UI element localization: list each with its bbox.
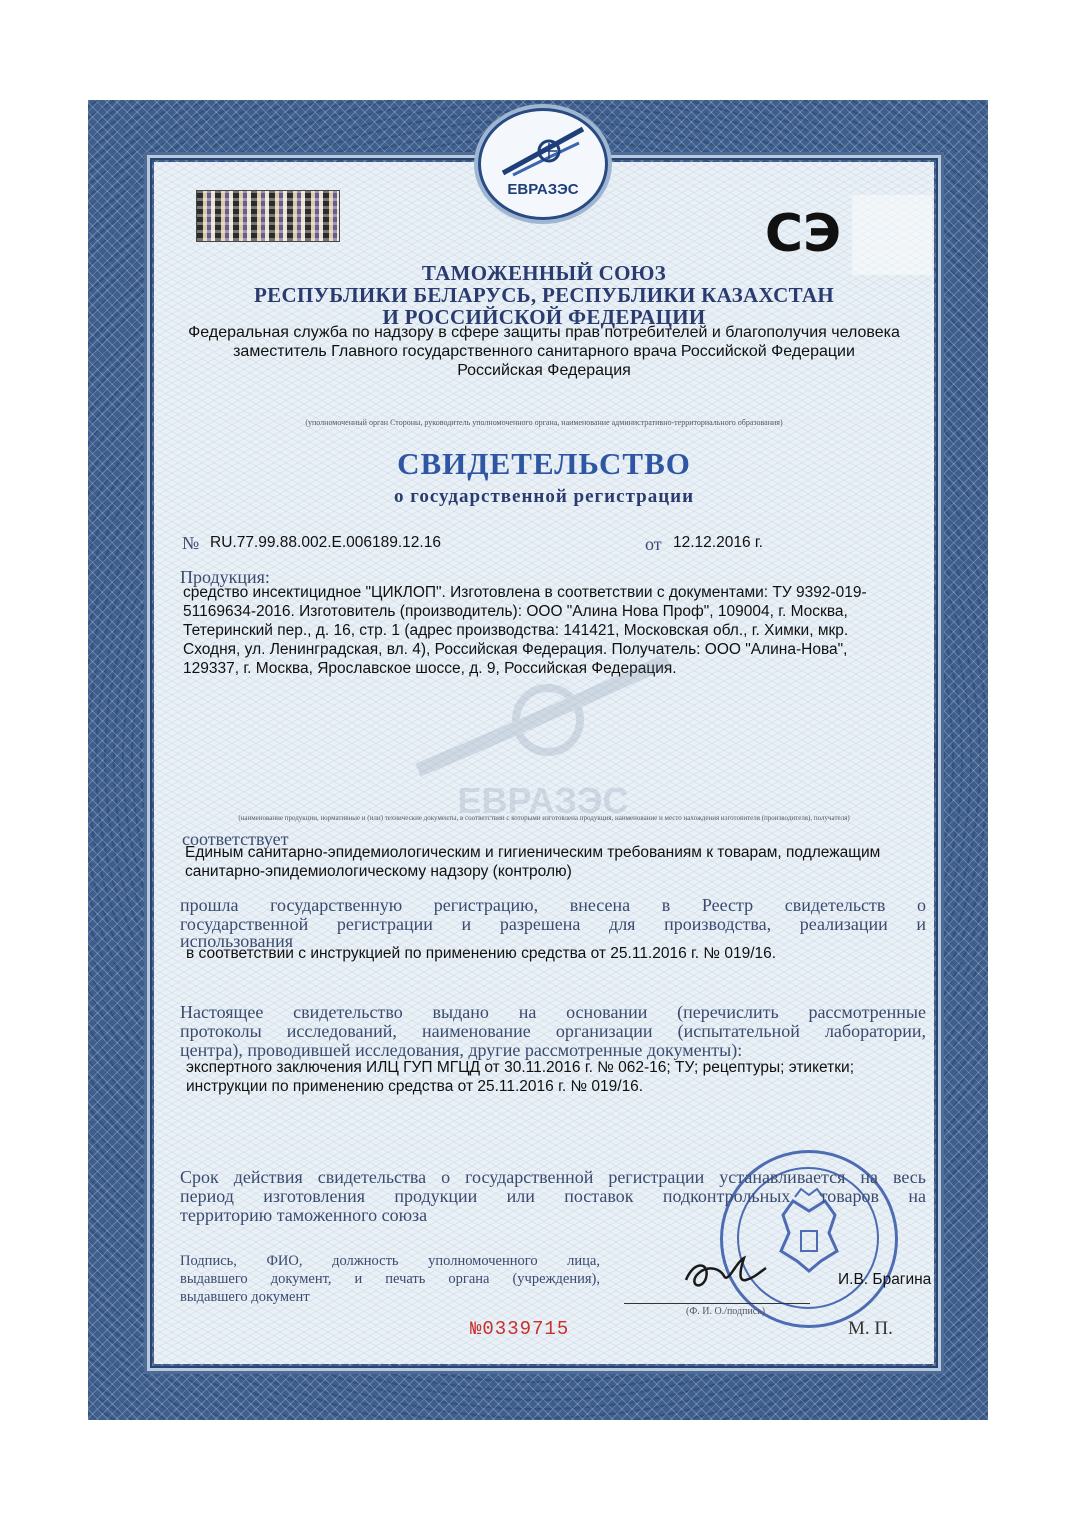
authority-caption: (уполномоченный орган Стороны, руководитель уполномоченного органа, наименование административно-территориального образования) — [305, 418, 783, 427]
registration-number: RU.77.99.88.002.E.006189.12.16 — [210, 534, 441, 551]
basis-line-3: центра), проводившей исследования, другие рассмотренные документы): — [180, 1040, 743, 1060]
document-title: СВИДЕТЕЛЬСТВО — [397, 446, 691, 481]
union-line-1: ТАМОЖЕННЫЙ СОЮЗ — [421, 261, 667, 285]
basis-line-2: протоколы исследований, наименование организации (испытательной лаборатории, — [180, 1021, 926, 1041]
union-line-3: И РОССИЙСКОЙ ФЕДЕРАЦИИ — [382, 305, 706, 329]
signature-label-3: выдавшего документ — [180, 1289, 310, 1305]
product-line-3: Тетеринский пер., д. 16, стр. 1 (адрес производства: 141421, Московская обл., г. Химки, мкр. — [183, 622, 849, 639]
handwritten-signature — [680, 1250, 770, 1300]
product-line-2: 51169634-2016. Изготовитель (производитель): ООО "Алина Нова Проф", 109004, г. Москва, — [183, 603, 848, 620]
registry-fill: в соответствии с инструкцией по применению средства от 25.11.2016 г. № 019/16. — [186, 945, 777, 962]
basis-fill-1: экспертного заключения ИЛЦ ГУП МГЦД от 30.11.2016 г. № 062-16; ТУ; рецептуры; этикетки; — [186, 1059, 854, 1076]
authority-line-2: заместитель Главного государственного санитарного врача Российской Федерации — [233, 343, 855, 360]
product-line-5: 129337, г. Москва, Ярославское шоссе, д. 9, Российская Федерация. — [183, 660, 677, 677]
authority-line-3: Российская Федерация — [457, 362, 631, 379]
signature-label-1: Подпись, ФИО, должность уполномоченного лица, — [180, 1253, 600, 1269]
conformity-mark: СЭ — [764, 204, 842, 264]
basis-line-1: Настоящее свидетельство выдано на основании (перечислить рассмотренные — [180, 1002, 926, 1022]
conformity-line-1: Единым санитарно-эпидемиологическим и гигиеническим требованиям к товарам, подлежащим — [185, 844, 881, 861]
product-line-4: Сходня, ул. Ленинградская, вл. 4), Российская Федерация. Получатель: ООО "Алина-Нова", — [183, 641, 848, 658]
watermark-label: ЕВРАЗЭС — [457, 780, 629, 821]
conformity-line-2: санитарно-эпидемиологическому надзору (контролю) — [185, 863, 572, 880]
signature-caption: (Ф. И. О./подпись) — [686, 1306, 766, 1317]
signature-line — [624, 1303, 810, 1304]
registry-line-3: использования — [180, 931, 294, 951]
serial-number: №0339715 — [470, 1318, 570, 1340]
date-label: от — [645, 534, 662, 554]
validity-line-3: территорию таможенного союза — [180, 1205, 428, 1225]
authority-line-1: Федеральная служба по надзору в сфере защиты прав потребителей и благополучия человека — [188, 324, 900, 341]
eurasec-emblem — [478, 108, 608, 220]
conformity-label: соответствует — [182, 829, 289, 849]
emblem-label: ЕВРАЗЭС — [507, 181, 579, 198]
registry-line-1: прошла государственную регистрацию, внесена в Реестр свидетельств о — [180, 895, 926, 915]
document-subtitle: о государственной регистрации — [393, 486, 695, 507]
number-label: № — [182, 533, 200, 553]
watermark-logo-icon — [398, 650, 688, 790]
union-line-2: РЕСПУБЛИКИ БЕЛАРУСЬ, РЕСПУБЛИКИ КАЗАХСТАН — [254, 283, 834, 307]
basis-fill-2: инструкции по применению средства от 25.11.2016 г. № 019/16. — [186, 1078, 644, 1095]
product-caption: (наименование продукции, нормативные и (или) технические документы, в соответствии с которыми изготовлена продукция, наименование и место нахождения изготовителя (производителя), получателя) — [238, 814, 850, 822]
hologram-sticker — [196, 190, 340, 242]
validity-line-1: Срок действия свидетельства о государственной регистрации устанавливается на весь — [180, 1167, 926, 1187]
registry-line-2: государственной регистрации и разрешена для производства, реализации и — [180, 914, 926, 934]
product-label: Продукция: — [180, 567, 270, 587]
signature-label-2: выдавшего документ, и печать органа (учреждения), — [180, 1271, 600, 1287]
eurasec-logo-icon — [499, 123, 587, 183]
signatory-name: И.В. Брагина — [838, 1271, 932, 1288]
validity-line-2: период изготовления продукции или поставок подконтрольных товаров на — [180, 1186, 926, 1206]
registration-date: 12.12.2016 г. — [673, 534, 763, 551]
seal-place-label: М. П. — [848, 1318, 893, 1339]
product-line-1: средство инсектицидное "ЦИКЛОП". Изготовлена в соответствии с документами: ТУ 9392-019- — [183, 584, 867, 601]
